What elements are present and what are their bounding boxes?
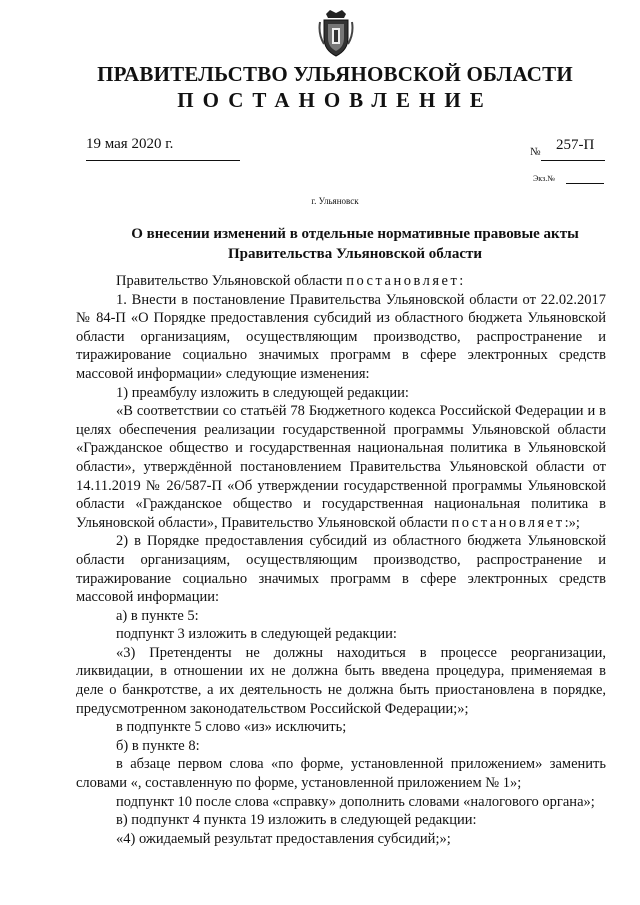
document-number: 257-П — [556, 137, 595, 153]
number-sign: № — [530, 146, 541, 158]
paragraph-12: в) подпункт 4 пункта 19 изложить в следующей редакции: — [116, 812, 477, 829]
document-body — [76, 272, 606, 848]
document-type: ПОСТАНОВЛЕНИЕ — [177, 88, 493, 112]
intro-suffix: : — [459, 273, 464, 289]
city: г. Ульяновск — [311, 196, 359, 206]
intro-paragraph — [76, 272, 606, 291]
date-underline — [86, 160, 240, 161]
paragraph-10: в абзаце первом слова «по форме, установленной приложением» заменить словами «, составленную по форме, установленной приложением № 1»; — [76, 756, 606, 792]
paragraph-4: 2) в Порядке предоставления субсидий из областного бюджета Ульяновской области организациям, осуществляющим производство, распространение и тиражирование социально значимых программ в сфере электронных средств массовой информации: — [76, 533, 606, 606]
coat-of-arms-icon — [318, 8, 354, 58]
number-underline — [541, 160, 605, 161]
paragraph-9: б) в пункте 8: — [116, 737, 200, 754]
paragraph-13: «4) ожидаемый результат предоставления субсидий;»; — [116, 830, 451, 847]
document-heading — [80, 224, 630, 264]
paragraph-2: 1) преамбулу изложить в следующей редакции: — [116, 384, 409, 401]
document-date: 19 мая 2020 г. — [86, 136, 174, 152]
paragraph-11: подпункт 10 после слова «справку» дополнить словами «налогового органа»; — [116, 793, 595, 810]
heading-line-2: Правительства Ульяновской области — [227, 246, 483, 262]
paragraph-7: «3) Претенденты не должны находиться в процессе реорганизации, ликвидации, в отношении их не должна быть введена процедура, применяемая в деле о банкротстве, а их деятельность не должна быть приостановлена в порядке, предусмотренном законодательством Российской Федерации;»; — [76, 644, 606, 717]
paragraph-6: подпункт 3 изложить в следующей редакции: — [116, 626, 397, 643]
intro-text: Правительство Ульяновской области — [116, 273, 347, 289]
paragraph-8: в подпункте 5 слово «из» исключить; — [116, 719, 347, 736]
paragraph-3-end: :»; — [564, 514, 580, 531]
intro-decree-word: постановляет — [346, 273, 460, 289]
paragraph-3-text: «В соответствии со статьёй 78 Бюджетного кодекса Российской Федерации и в целях обеспечения реализации государственной программы Ульяновской области «Гражданское общество и государственная национальная политика в Ульяновской области», утверждённой постановлением Правительства Ульяновской области от 14.11.2019 № 26/587-П «Об утверждении государственной программы Ульяновской области «Гражданское общество и государственная национальная политика в Ульяновской области», Правительство Ульяновской области — [76, 403, 606, 531]
paragraph-3 — [76, 402, 606, 532]
heading-line-1: О внесении изменений в отдельные нормативные правовые акты — [131, 226, 579, 242]
copy-label: Экз.№ — [533, 174, 555, 183]
paragraph-3-decree-word: постановляет — [451, 514, 565, 531]
copy-underline — [566, 183, 604, 184]
paragraph-1: 1. Внести в постановление Правительства Ульяновской области от 22.02.2017 № 84-П «О Порядке предоставления субсидий из областного бюджета Ульяновской области организациям, осуществляющим производство, распространение и тиражирование социально значимых программ в сфере электронных средств массовой информации» следующие изменения: — [76, 291, 606, 382]
paragraph-5: а) в пункте 5: — [116, 607, 199, 624]
government-title: ПРАВИТЕЛЬСТВО УЛЬЯНОВСКОЙ ОБЛАСТИ — [97, 62, 573, 86]
